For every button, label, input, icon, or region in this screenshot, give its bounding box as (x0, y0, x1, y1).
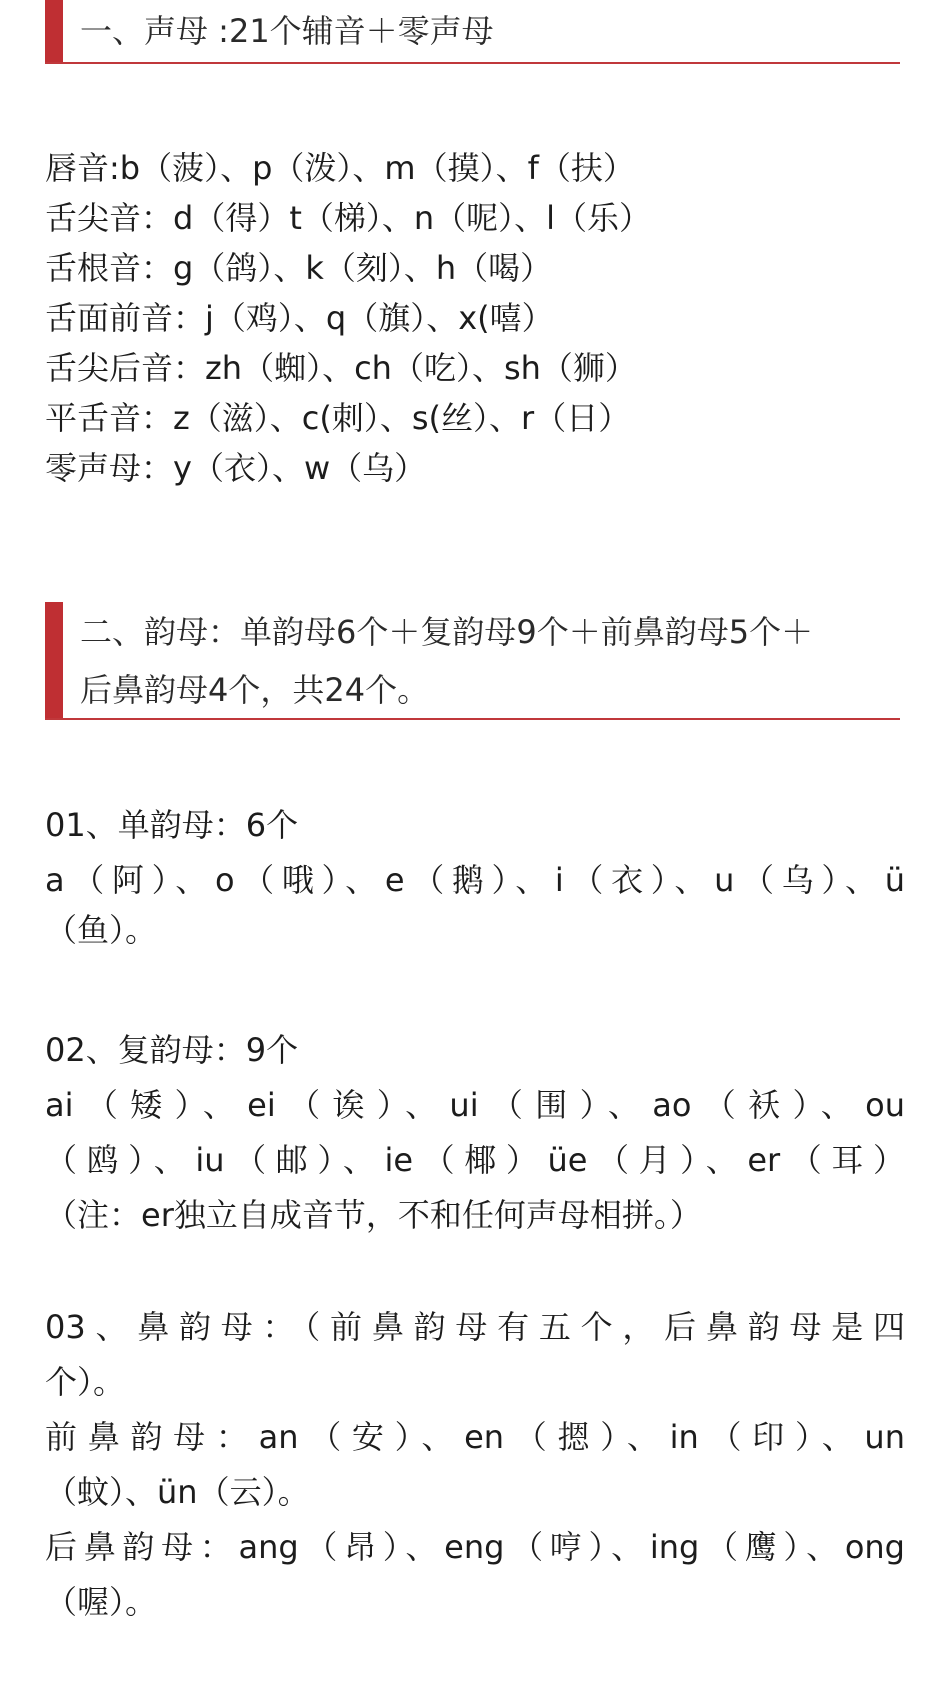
part-01-title: 01、单韵母：6个 (45, 806, 299, 844)
front-nasal-line-2: （蚊）、ün（云）。 (45, 1473, 310, 1511)
heading-accent-bar (45, 0, 63, 62)
part-01-line-1: a（阿）、o（哦）、e（鹅）、i（衣）、u（乌）、ü (45, 861, 905, 899)
section-2-title-line-2: 后鼻韵母4个，共24个。 (80, 671, 430, 709)
back-nasal-line-2: （喔）。 (45, 1583, 158, 1621)
part-02-line-1: ai（矮）、ei（诶）、ui（围）、ao（袄）、ou (45, 1086, 905, 1124)
initials-line-retroflex: 舌尖后音：zh（蜘）、ch（吃）、sh（狮） (45, 349, 637, 387)
part-02-note: （注：er独立自成音节，不和任何声母相拼。） (45, 1196, 702, 1234)
part-03-title-line-2: 个）。 (45, 1363, 126, 1401)
part-01-line-2: （鱼）。 (45, 911, 158, 949)
initials-line-labial: 唇音:b（菠）、p（泼）、m（摸）、f（扶） (45, 149, 635, 187)
initials-line-tongue-root: 舌根音：g（鸽）、k（刻）、h（喝） (45, 249, 553, 287)
initials-line-front-tongue: 舌面前音：j（鸡）、q（旗）、x(嘻） (45, 299, 554, 337)
section-1-heading (45, 0, 900, 64)
initials-line-tongue-tip: 舌尖音：d（得）t（梯）、n（呢）、l（乐） (45, 199, 652, 237)
initials-line-zero-initial: 零声母：y（衣）、w（乌） (45, 449, 427, 487)
heading-accent-bar (45, 602, 63, 718)
part-03-title-line-1: 03、鼻韵母：（前鼻韵母有五个，后鼻韵母是四 (45, 1308, 905, 1346)
section-2-heading (45, 602, 900, 720)
initials-line-flat-tongue: 平舌音：z（滋）、c(刺）、s(丝）、r（日） (45, 399, 631, 437)
section-1-title: 一、声母 :21个辅音＋零声母 (80, 12, 494, 50)
back-nasal-line-1: 后鼻韵母：ang（昂）、eng（哼）、ing（鹰）、ong (45, 1528, 905, 1566)
part-02-line-2: （鸥）、iu（邮）、ie（椰）üe（月）、er（耳） (45, 1141, 905, 1179)
front-nasal-line-1: 前鼻韵母：an（安）、en（摁）、in（印）、un (45, 1418, 905, 1456)
section-2-title-line-1: 二、韵母：单韵母6个＋复韵母9个＋前鼻韵母5个＋ (80, 613, 814, 651)
part-02-title: 02、复韵母：9个 (45, 1031, 299, 1069)
